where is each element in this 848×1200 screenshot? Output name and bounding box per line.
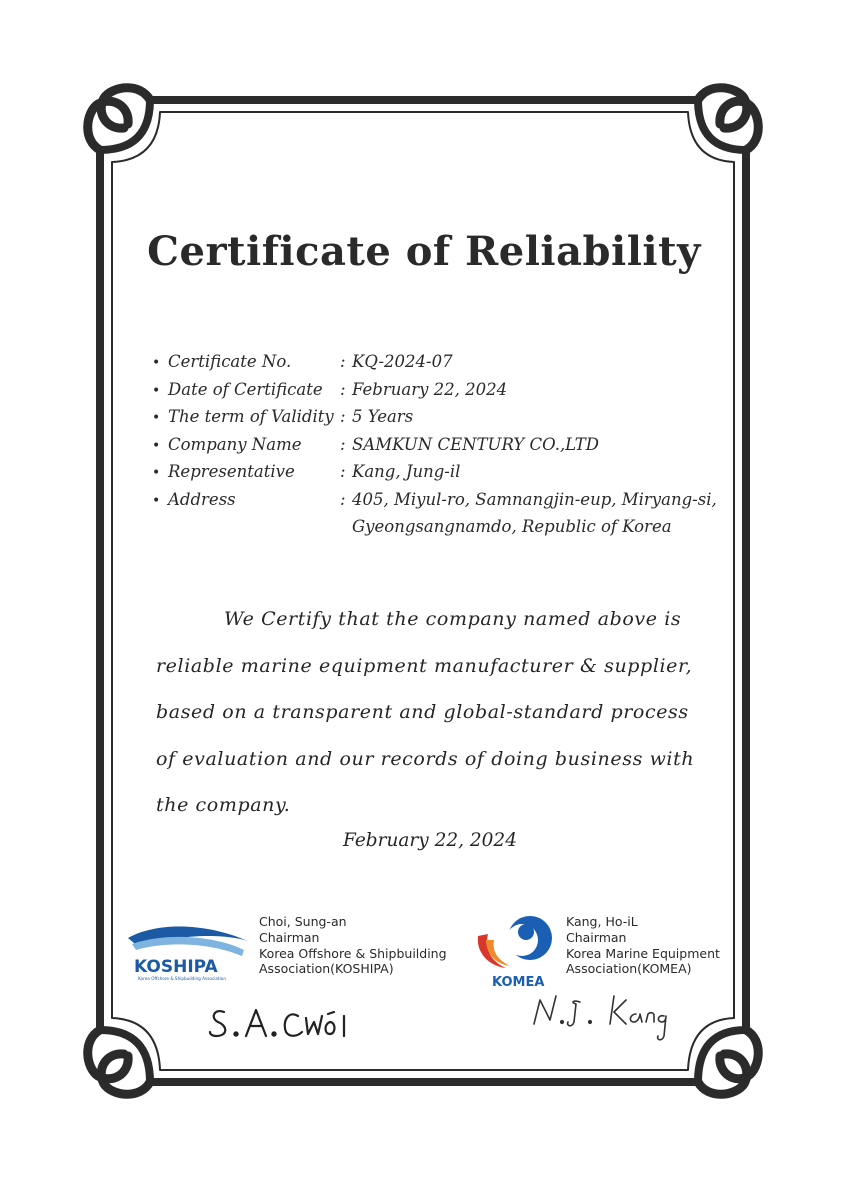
issue-date: February 22, 2024 (343, 830, 517, 851)
signatory-org: Korea Marine Equipment (566, 945, 720, 961)
detail-colon: : (340, 379, 346, 399)
detail-row-certificate-no (152, 352, 732, 380)
detail-value: Kang, Jung-il (352, 462, 461, 481)
detail-row-date (152, 380, 732, 408)
statement-line: of evaluation and our records of doing business with (156, 747, 695, 770)
signatory-org: Association(KOSHIPA) (259, 961, 394, 977)
detail-row-address (152, 490, 732, 518)
detail-value: Gyeongsangnamdo, Republic of Korea (352, 517, 672, 536)
signatory-name: Choi, Sung-an (259, 914, 347, 929)
detail-label: The term of Validity (168, 407, 334, 426)
koshipa-logo-subtext: Korea Offshore & Shipbuilding Association (138, 976, 226, 981)
detail-label: Representative (168, 462, 295, 481)
koshipa-logo-text: KOSHIPA (134, 957, 218, 977)
certificate-details (152, 352, 732, 545)
detail-label: Address (168, 489, 236, 509)
detail-colon: : (340, 489, 346, 509)
detail-value: February 22, 2024 (352, 379, 508, 399)
bullet-icon: • (152, 437, 161, 454)
signatory-title: Chairman (259, 929, 320, 945)
detail-value: SAMKUN CENTURY CO.,LTD (352, 434, 600, 454)
detail-label: Company Name (168, 434, 302, 454)
detail-label: Date of Certificate (168, 379, 323, 399)
detail-label: Certificate No. (168, 352, 292, 371)
signatory-org: Korea Offshore & Shipbuilding (259, 945, 447, 961)
statement-line: reliable marine equipment manufacturer & supplier, (156, 654, 693, 677)
detail-value: KQ-2024-07 (352, 352, 453, 371)
detail-row-company (152, 435, 732, 463)
signatory-name: Kang, Ho-iL (566, 914, 638, 929)
detail-value: 5 Years (352, 407, 414, 426)
statement-line (156, 596, 716, 643)
certificate-title: Certificate of Reliability (147, 228, 701, 275)
detail-row-validity (152, 407, 732, 435)
detail-colon: : (340, 462, 346, 481)
statement-text: We Certify that the company named above is (224, 608, 682, 630)
detail-colon: : (340, 352, 346, 371)
signatory-title: Chairman (566, 929, 627, 945)
bullet-icon: • (152, 382, 161, 399)
signature-choi (206, 1000, 366, 1048)
bullet-icon: • (152, 492, 161, 509)
detail-value: 405, Miyul-ro, Samnangjin-eup, Miryang-si, (352, 489, 717, 509)
komea-logo (472, 910, 562, 990)
detail-row-address-line2 (152, 517, 732, 545)
komea-logo-text: KOMEA (492, 975, 545, 990)
signatory-komea (566, 914, 720, 977)
signatory-org: Association(KOMEA) (566, 961, 692, 977)
signatory-koshipa (259, 914, 447, 977)
detail-colon: : (340, 407, 346, 426)
detail-row-representative (152, 462, 732, 490)
bullet-icon: • (152, 465, 161, 481)
bullet-icon: • (152, 410, 161, 426)
statement-line: the company. (156, 794, 291, 816)
statement-line: based on a transparent and global-standard process (156, 701, 689, 723)
koshipa-logo (126, 920, 252, 982)
bullet-icon: • (152, 355, 161, 371)
signature-kang (528, 988, 668, 1048)
detail-colon: : (340, 434, 346, 454)
certification-statement (156, 596, 716, 829)
